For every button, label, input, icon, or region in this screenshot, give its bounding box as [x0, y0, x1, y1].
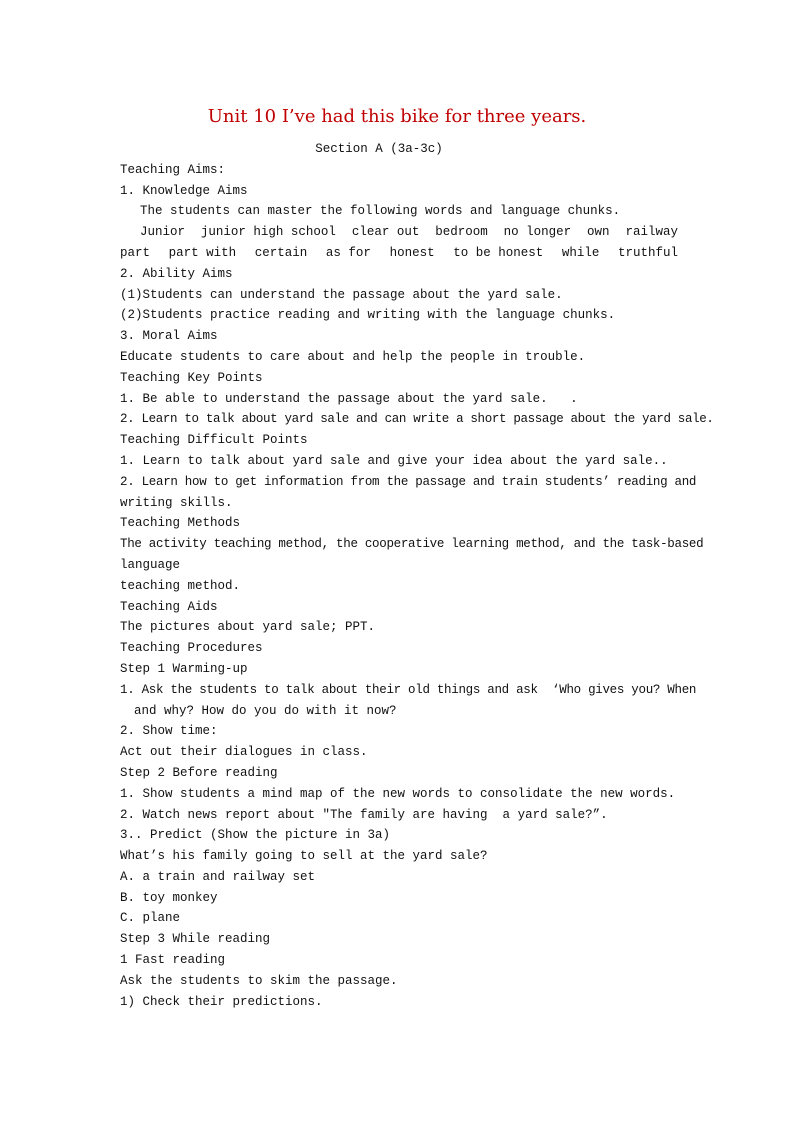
- vocab-word: clear out: [351, 225, 420, 240]
- moral-aims-heading: 3. Moral Aims: [120, 329, 218, 344]
- vocab-word: honest: [389, 245, 435, 260]
- vocab-word: junior high school: [200, 225, 336, 240]
- key-points-heading: Teaching Key Points: [120, 370, 263, 385]
- vocab-word: truthful: [617, 245, 678, 260]
- document-body: [120, 139, 714, 1012]
- option-a: A. a train and railway set: [120, 869, 316, 884]
- step-3-heading: Step 3 While reading: [120, 932, 271, 947]
- vocab-word: railway: [625, 225, 678, 240]
- vocab-word: certain: [254, 245, 308, 260]
- step-2-item: 3.. Predict (Show the picture in 3a): [120, 828, 391, 843]
- difficult-point-item: 1. Learn to talk about yard sale and give your idea about the yard sale..: [120, 453, 668, 468]
- page-title: Unit 10 I’ve had this bike for three years.: [207, 106, 587, 127]
- knowledge-aims-text: The students can master the following words and language chunks.: [140, 204, 621, 219]
- vocab-word: no longer: [503, 225, 572, 240]
- fast-reading-heading: 1 Fast reading: [120, 953, 226, 968]
- aids-text: The pictures about yard sale; PPT.: [120, 620, 376, 635]
- methods-text: The activity teaching method, the cooperative learning method, and the task-based: [120, 537, 704, 552]
- step-1-heading: Step 1 Warming-up: [120, 661, 248, 676]
- ability-aim-item: (1)Students can understand the passage about the yard sale.: [120, 287, 563, 302]
- option-b: B. toy monkey: [120, 890, 218, 905]
- ability-aims-heading: 2. Ability Aims: [120, 266, 233, 281]
- knowledge-aims-heading: 1. Knowledge Aims: [120, 183, 248, 198]
- step-1-text: Act out their dialogues in class.: [120, 745, 368, 760]
- step-2-item: 1. Show students a mind map of the new words to consolidate the new words.: [120, 786, 676, 801]
- difficult-points-heading: Teaching Difficult Points: [120, 433, 308, 448]
- vocab-word: part: [120, 245, 151, 260]
- step-1-item: 1. Ask the students to talk about their old things and ask ‘Who gives you? When: [120, 682, 697, 697]
- key-point-item: 2. Learn to talk about yard sale and can write a short passage about the yard sale.: [120, 412, 714, 427]
- step-2-item: 2. Watch news report about "The family are having a yard sale?”.: [120, 807, 608, 822]
- teaching-aims-heading: Teaching Aims:: [120, 162, 226, 177]
- vocab-word: part with: [168, 245, 237, 260]
- difficult-point-item: 2. Learn how to get information from the passage and train students’ reading and: [120, 474, 697, 489]
- key-point-item: 1. Be able to understand the passage about the yard sale. .: [120, 391, 578, 406]
- procedures-heading: Teaching Procedures: [120, 641, 263, 656]
- vocab-word: to be honest: [453, 245, 544, 260]
- vocab-word: as for: [325, 245, 371, 260]
- step-2-question: What’s his family going to sell at the yard sale?: [120, 849, 488, 864]
- vocab-row-1: [120, 222, 678, 243]
- step-2-heading: Step 2 Before reading: [120, 765, 278, 780]
- vocab-row-2: [120, 243, 678, 264]
- option-c: C. plane: [120, 911, 181, 926]
- vocab-word: bedroom: [435, 225, 488, 240]
- vocab-word: Junior: [140, 225, 186, 240]
- step-1-item-continued: and why? How do you do with it now?: [134, 703, 397, 718]
- vocab-word: own: [587, 225, 610, 240]
- ability-aim-item: (2)Students practice reading and writing with the language chunks.: [120, 308, 616, 323]
- difficult-point-item-continued: writing skills.: [120, 495, 233, 510]
- aids-heading: Teaching Aids: [120, 599, 218, 614]
- methods-text: language: [120, 557, 181, 572]
- moral-aims-text: Educate students to care about and help the people in trouble.: [120, 349, 586, 364]
- methods-heading: Teaching Methods: [120, 516, 241, 531]
- vocab-word: while: [561, 245, 600, 260]
- methods-text: teaching method.: [120, 578, 241, 593]
- check-predictions: 1) Check their predictions.: [120, 994, 323, 1009]
- skim-instruction: Ask the students to skim the passage.: [120, 973, 398, 988]
- step-1-item: 2. Show time:: [120, 724, 218, 739]
- section-subtitle: Section A (3a-3c): [315, 142, 443, 156]
